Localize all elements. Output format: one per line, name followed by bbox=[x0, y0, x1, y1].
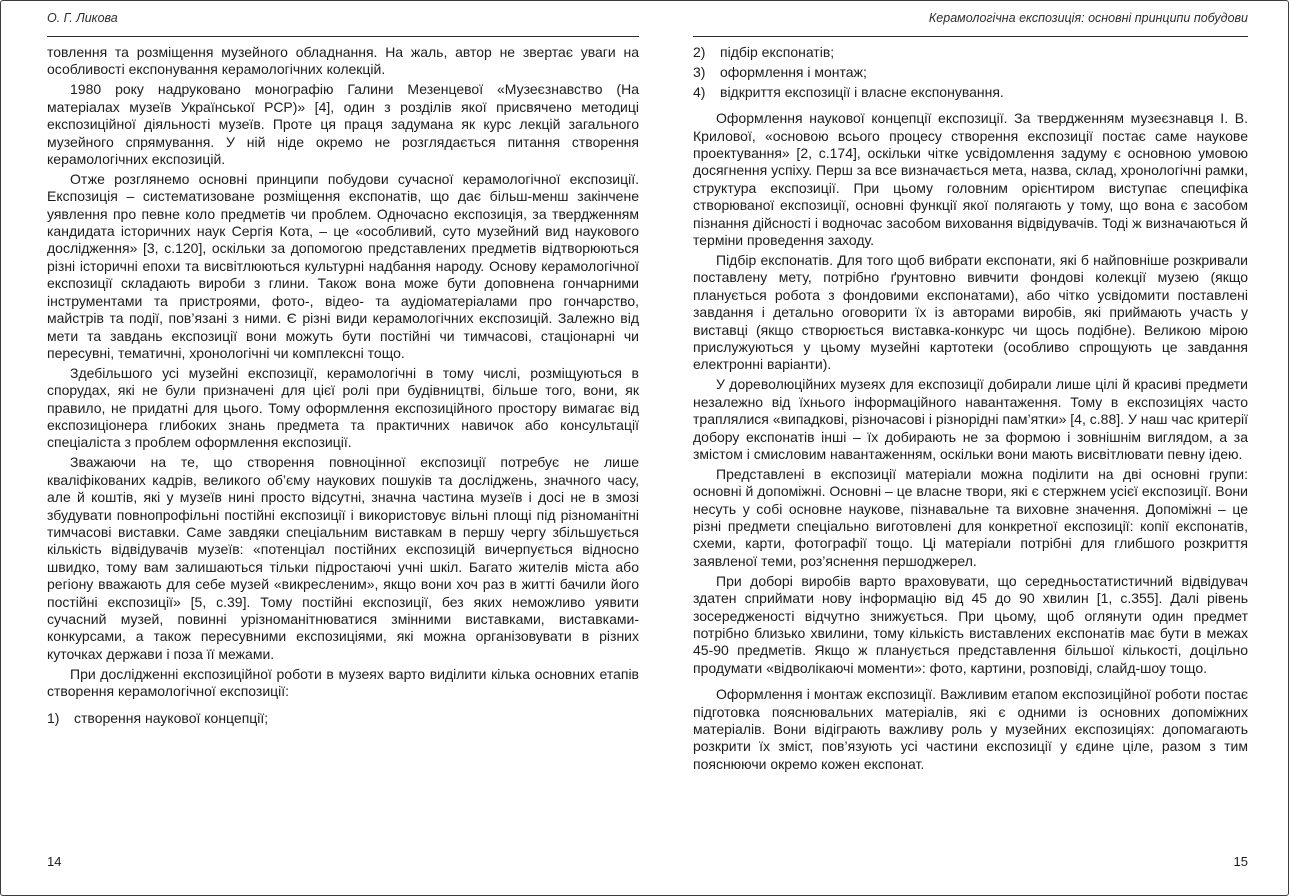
running-header-article-title: Керамологічна експозиція: основні принципи побудови bbox=[693, 11, 1248, 37]
running-header-author: О. Г. Ликова bbox=[47, 11, 639, 37]
paragraph: Зважаючи на те, що створення повноцінної експозиції потребує не лише кваліфікованих кадрів, великого об’єму наукових пошуків та досліджень, значного часу, але й коштів, які у музеїв нині просто відсутні, значна частина музеїв і досі не в змозі збудувати повнопрофільні постійні експозиції і використовує вільні площі під різноманітні тимчасові виставки. Саме завдяки спеціальним виставкам в першу чергу збільшується кількість відвідувачів музеїв: «потенціал постійних експозицій вичерпується відносно швидко, тому вам залишаються тільки підростаючі учні шкіл. Багато жителів міста або регіону вважають для себе музей «викресленим», якщо вони хоч раз в житті бачили його постійні експозиції» [5, с.39]. Тому постійні експозиції, без яких неможливо уявити сучасний музей, повинні урізноманітнюватися змінними виставками, виставками-конкурсами, а також пересувними експозиціями, які можна організовувати в різних куточках держави і поза її межами. bbox=[47, 454, 639, 662]
page-number-15: 15 bbox=[1233, 854, 1248, 869]
list-marker: 1) bbox=[47, 709, 60, 726]
paragraph: При дослідженні експозиційної роботи в музеях варто виділити кілька основних етапів створення керамологічної експозиції: bbox=[47, 665, 639, 700]
list-item-text: створення наукової концепції; bbox=[74, 709, 269, 726]
list-marker: 3) bbox=[693, 63, 706, 80]
page-14 bbox=[1, 1, 645, 895]
paragraph: Оформлення наукової концепції експозиції. За твердженням музеєзнавця І. В. Крилової, «основою всього процесу створення експозиції постає саме наукове проектування» [2, с.174], оскільки чітке усвідомлення задуму є основною умовою досягнення успіху. Перш за все визначається мета, назва, склад, хронологічні рамки, структура експозиції. При цьому головним орієнтиром виступає специфіка створюваної експозиції, основні функції якої полягають у тому, що вона є засобом пізнання дійсності і водночас засобом виховання відвідувачів. Тоді ж визначаються й терміни проведення заходу. bbox=[693, 110, 1248, 249]
list-item-text: оформлення і монтаж; bbox=[720, 63, 867, 80]
paragraph: При доборі виробів варто враховувати, що середньостатистичний відвідувач здатен сприймати нову інформацію від 45 до 90 хвилин [1, с.355]. Далі рівень зосередженості відчутно знижується. При цьому, щоб оглянути один предмет потрібно близько хвилини, тому кількість виставлених експонатів має бути в межах 45-90 предметів. Якщо ж планується представлення більшої кількості, доцільно продумати «відволікаючі моменти»: фото, картини, розповіді, слайд-шоу тощо. bbox=[693, 572, 1248, 676]
numbered-list-item bbox=[693, 84, 1248, 101]
list-item-text: відкриття експозиції і власне експонування. bbox=[720, 83, 1004, 100]
list-marker: 2) bbox=[693, 44, 706, 60]
paragraph: Здебільшого усі музейні експозиції, керамологічні в тому числі, розміщуються в спорудах, які не були призначені для цієї ролі при будівництві, більше того, вони, як правило, не придатні для цього. Тому оформлення експозиційного простору вимагає від експозиціонера глибоких знань предмета та практичних навичок або консультації спеціаліста з проблем оформлення експозиції. bbox=[47, 364, 639, 451]
paragraph: Отже розглянемо основні принципи побудови сучасної керамологічної експозиції. Експозиція – систематизоване розміщення експонатів, що дає більш-менш закінчене уявлення про певне коло предметів чи проблем. Одночасно експозиція, за твердженням кандидата історичних наук Сергія Кота, – це «особливий, суто музейний вид наукового дослідження» [3, с.120], оскільки за допомогою представлених предметів відтворюються різні історичні епохи та висвітлюються культурні надбання народу. Основу керамологічної експозиції складають вироби з глини. Також вона може бути доповнена гончарними інструментами та пристроями, фото-, відео- та аудіоматеріалами про гончарство, майстрів та події, пов’язані з ними. Є різні види керамологічних експозицій. Залежно від мети та завдань експозиції вони можуть бути постійні чи тимчасові, стаціонарні чи пересувні, тематичні, хронологічні чи комплексні тощо. bbox=[47, 170, 639, 361]
list-item-text: підбір експонатів; bbox=[720, 44, 835, 60]
page-15 bbox=[645, 1, 1288, 895]
list-marker: 4) bbox=[693, 83, 706, 100]
page-14-body bbox=[47, 44, 639, 727]
numbered-list-item bbox=[693, 44, 1248, 61]
paragraph: товлення та розміщення музейного обладнання. На жаль, автор не звертає уваги на особливості експонування керамологічних колекцій. bbox=[47, 44, 639, 78]
paragraph: Оформлення і монтаж експозиції. Важливим етапом експозиційної роботи постає підготовка пояснювальних матеріалів, які є одними із основних допоміжних матеріалів. Вони відіграють важливу роль у музейних експозиціях: допомагають розкрити їх зміст, пов’язують усі частини експозиції у єдине ціле, разом з тим пояснюючи окремо кожен експонат. bbox=[693, 686, 1248, 772]
numbered-list-item bbox=[693, 64, 1248, 81]
paragraph: У дореволюційних музеях для експозиції добирали лише цілі й красиві предмети незалежно від їхнього інформаційного навантаження. Тому в експозиціях часто траплялися «випадкові, різночасові і різнорідні пам’ятки» [4, с.88]. У наш час критерії добору експонатів інші – їх добирають не за формою і зовнішнім виглядом, а за змістом і смисловим навантаженням, оскільки вони мають висвітлювати певну ідею. bbox=[693, 376, 1248, 462]
page-number-14: 14 bbox=[47, 854, 62, 869]
paragraph: Представлені в експозиції матеріали можна поділити на дві основні групи: основні й допоміжні. Основні – це власне твори, які є стержнем усієї експозиції. Вони несуть у собі основне наукове, пізнавальне та виховне значення. Допоміжні – це різні предмети спеціально виготовлені для конкретної експозиції: копії експонатів, схеми, карти, фотографії тощо. Ці матеріали потрібні для глибшого розкриття заявленої теми, роз’яснення першоджерел. bbox=[693, 465, 1248, 569]
page-15-body bbox=[693, 44, 1248, 773]
paragraph: 1980 року надруковано монографію Галини Мезенцевої «Музеєзнавство (На матеріалах музеїв Української РСР)» [4], один з розділів якої присвячено методиці експозиційної діяльності музеїв. Проте ця праця задумана як курс лекцій загального музейного спрямування. У ній ніде окремо не розглядається питання створення керамологічних експозицій. bbox=[47, 81, 639, 167]
paragraph: Підбір експонатів. Для того щоб вибрати експонати, які б найповніше розкривали поставлену мету, потрібно ґрунтовно вивчити фондові колекції музею (якщо планується робота з фондовими експонатами), або чітко усвідомити поставлені завдання і детально оговорити їх із авторами виробів, які приймають участь у виставці (якщо створюється виставка-конкурс чи щось подібне). Великою мірою прислужуються у цьому музейні картотеки (особливо спрощують це завдання електронні варіанти). bbox=[693, 251, 1248, 373]
numbered-list-item bbox=[47, 710, 639, 727]
